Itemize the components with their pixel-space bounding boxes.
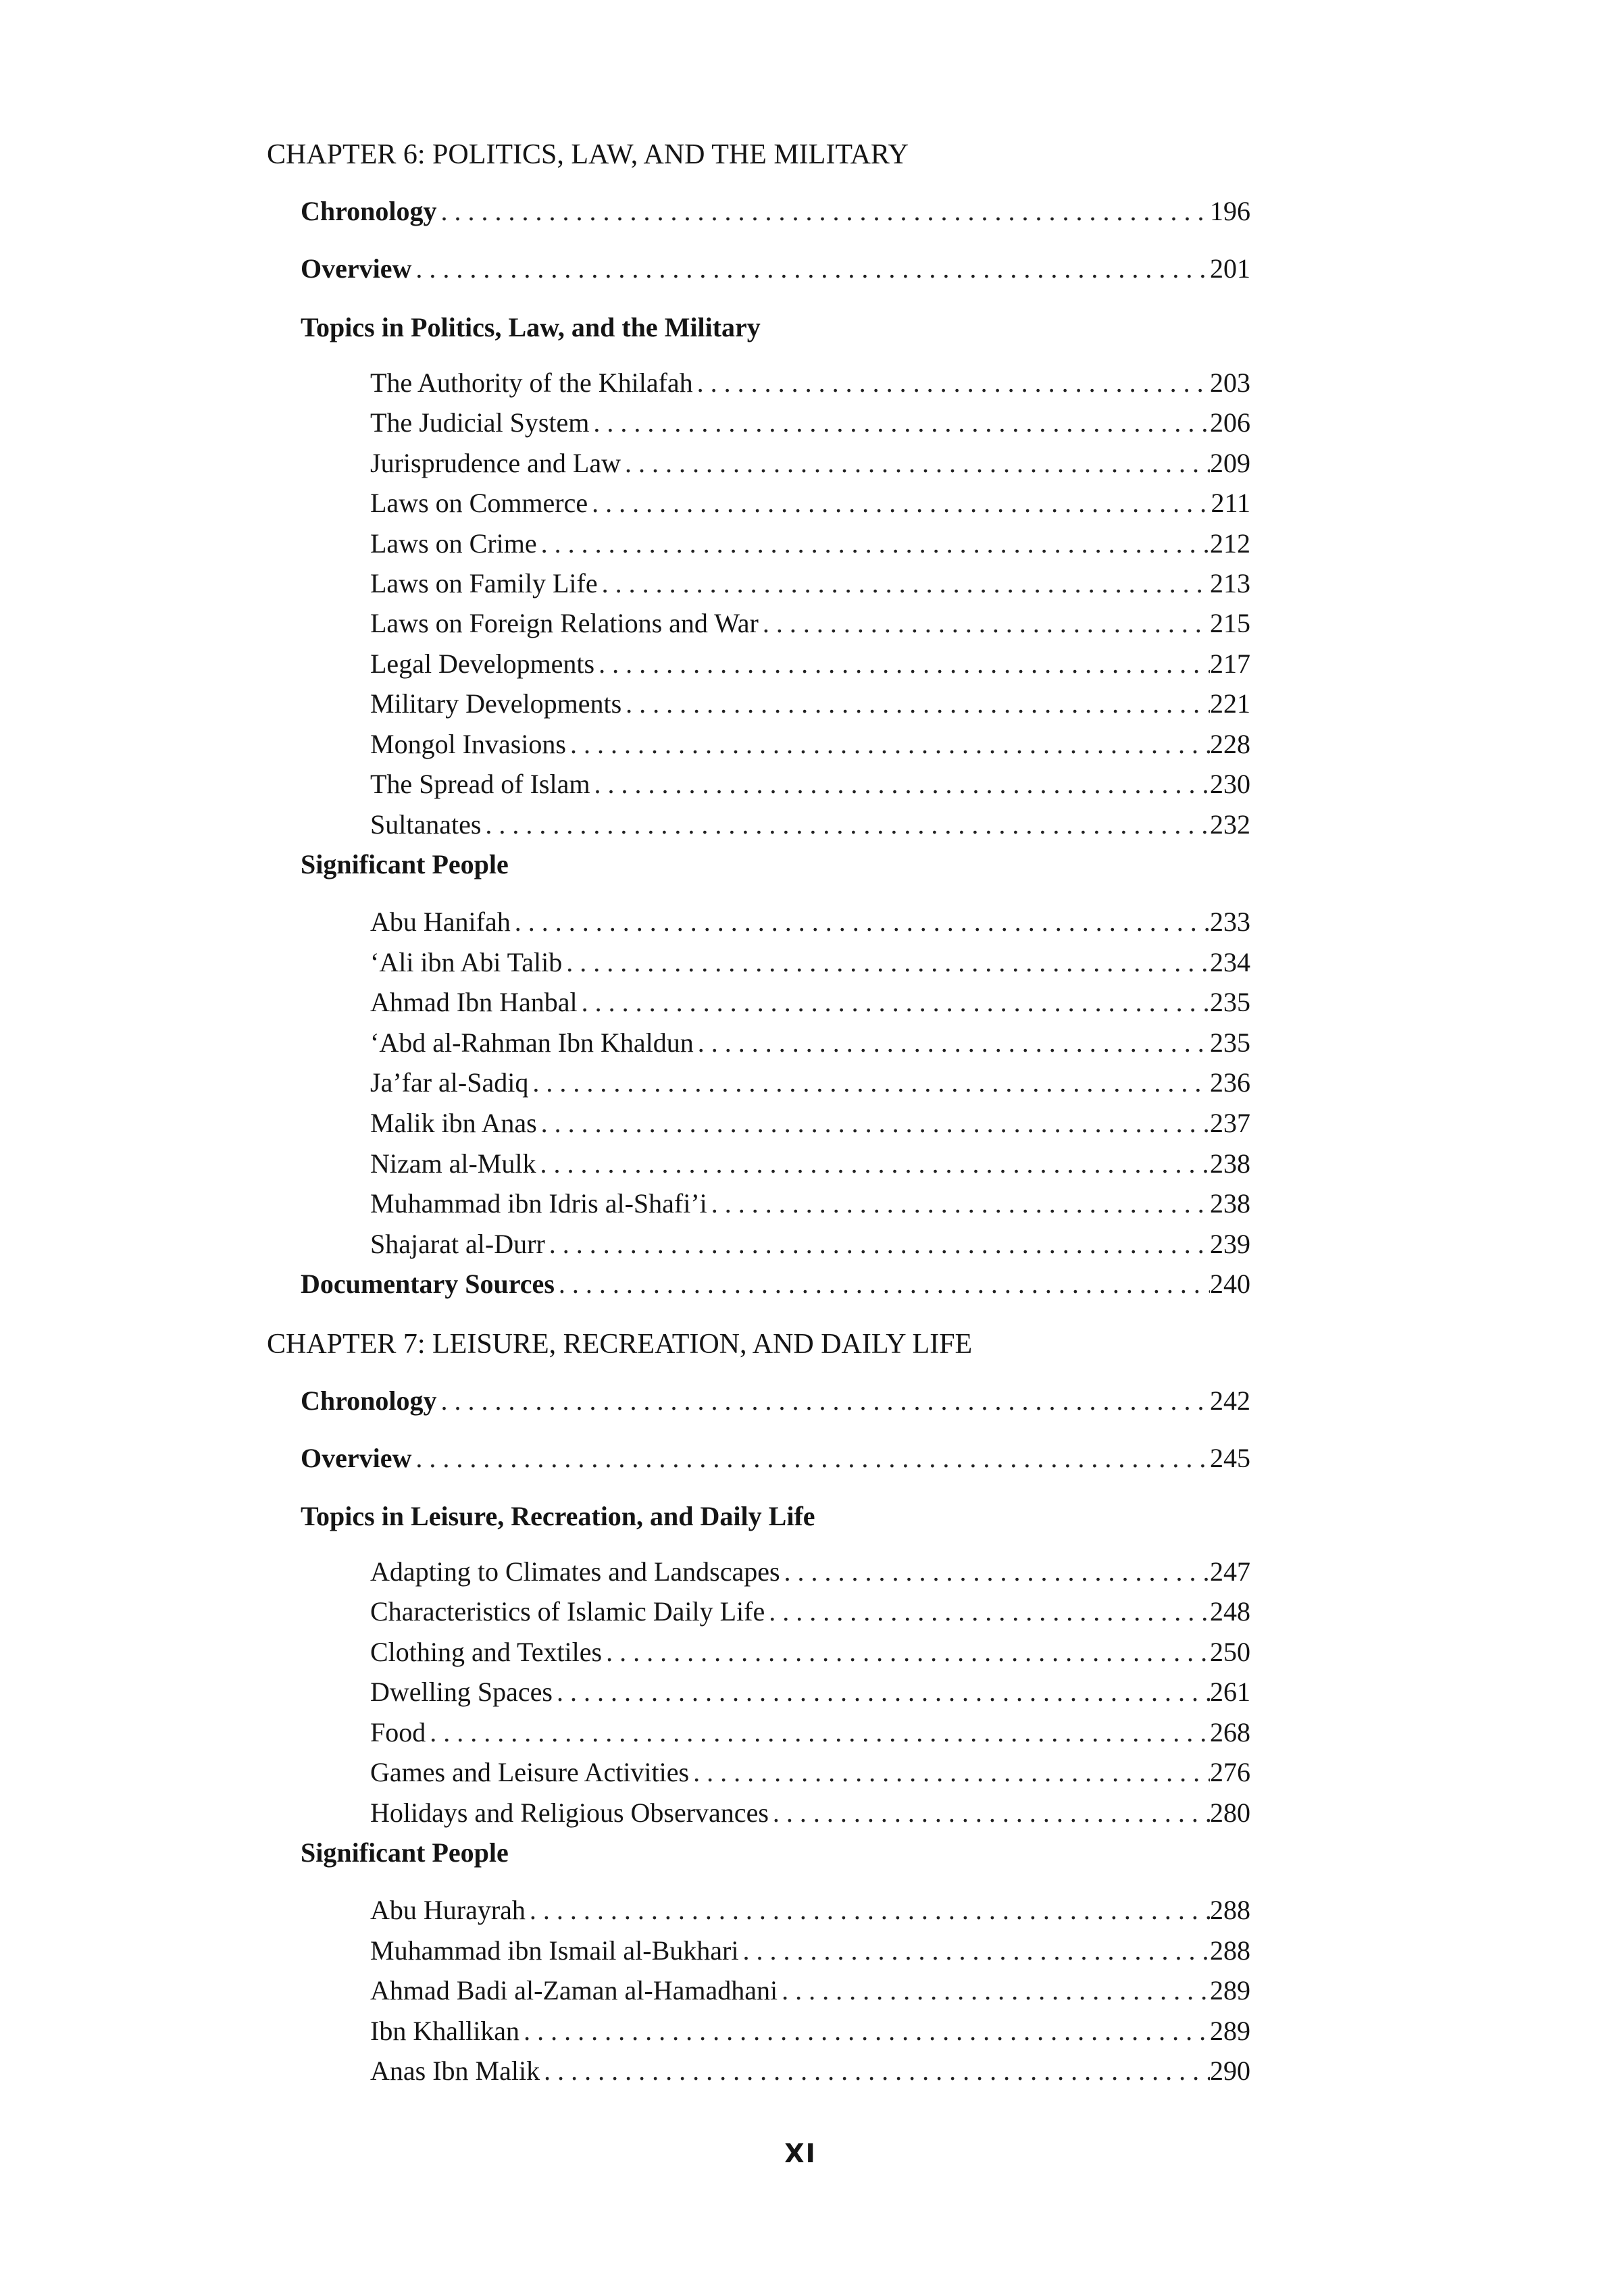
- dot-leader: [511, 902, 1210, 942]
- entry-page: 248: [1210, 1596, 1250, 1627]
- entry-page: 268: [1210, 1717, 1250, 1747]
- ch6-topics-heading: Topics in Politics, Law, and the Military: [301, 312, 761, 342]
- entry-page: 232: [1210, 809, 1250, 840]
- entry-label: Documentary Sources: [301, 1269, 555, 1299]
- entry-label: Food: [370, 1717, 426, 1747]
- entry-page: 235: [1210, 1027, 1250, 1058]
- entry-label: Jurisprudence and Law: [370, 448, 621, 478]
- entry-page: 289: [1210, 2016, 1250, 2046]
- entry-label: Chronology: [301, 196, 437, 226]
- entry-label: Ahmad Ibn Hanbal: [370, 987, 578, 1017]
- toc-entry[interactable]: [370, 563, 1250, 604]
- entry-label: The Judicial System: [370, 407, 590, 438]
- toc-entry[interactable]: [370, 1632, 1250, 1673]
- entry-page: 201: [1210, 253, 1250, 284]
- toc-entry[interactable]: [370, 1931, 1250, 1971]
- entry-label: Games and Leisure Activities: [370, 1757, 690, 1787]
- ch6-overview-entry[interactable]: [301, 249, 1250, 289]
- entry-label: Legal Developments: [370, 648, 595, 679]
- toc-entry[interactable]: [370, 982, 1250, 1023]
- entry-label: The Authority of the Khilafah: [370, 367, 693, 398]
- entry-page: 235: [1210, 987, 1250, 1017]
- dot-leader: [621, 684, 1210, 724]
- entry-page: 238: [1210, 1148, 1250, 1179]
- entry-page: 211: [1211, 488, 1250, 518]
- entry-page: 233: [1210, 907, 1250, 937]
- dot-leader: [536, 1144, 1211, 1184]
- entry-label: Holidays and Religious Observances: [370, 1797, 769, 1828]
- toc-entry[interactable]: [370, 1970, 1250, 2011]
- toc-entry[interactable]: [370, 1183, 1250, 1224]
- dot-leader: [537, 1103, 1210, 1144]
- ch7-overview-entry[interactable]: [301, 1438, 1250, 1479]
- chapter-6-title: CHAPTER 6: POLITICS, LAW, AND THE MILITARY: [267, 139, 909, 170]
- dot-leader: [411, 249, 1210, 289]
- entry-label: Muhammad ibn Ismail al-Bukhari: [370, 1935, 739, 1966]
- toc-entry[interactable]: [370, 1752, 1250, 1793]
- entry-label: Muhammad ibn Idris al-Shafi’i: [370, 1188, 707, 1219]
- entry-label: Mongol Invasions: [370, 729, 566, 759]
- ch7-people-heading: Significant People: [301, 1837, 509, 1868]
- dot-leader: [566, 724, 1210, 765]
- entry-page: 247: [1210, 1556, 1250, 1587]
- entry-label: Overview: [301, 253, 412, 284]
- ch7-topics-heading: Topics in Leisure, Recreation, and Daily Life: [301, 1501, 815, 1531]
- toc-entry[interactable]: [370, 2011, 1250, 2051]
- toc-entry[interactable]: [370, 1712, 1250, 1753]
- entry-page: 217: [1210, 648, 1250, 679]
- toc-entry[interactable]: [370, 403, 1250, 443]
- ch6-documentary-sources-entry[interactable]: [301, 1264, 1250, 1304]
- entry-label: Adapting to Climates and Landscapes: [370, 1556, 780, 1587]
- entry-label: Laws on Crime: [370, 528, 537, 559]
- entry-page: 206: [1210, 407, 1250, 438]
- dot-leader: [621, 443, 1210, 484]
- entry-label: Ahmad Badi al-Zaman al-Hamadhani: [370, 1975, 778, 2006]
- toc-entry[interactable]: [370, 1103, 1250, 1144]
- toc-entry[interactable]: [370, 1224, 1250, 1265]
- entry-label: Dwelling Spaces: [370, 1677, 553, 1707]
- entry-label: Clothing and Textiles: [370, 1637, 603, 1667]
- entry-label: ‘Ali ibn Abi Talib: [370, 947, 563, 977]
- ch6-chronology-entry[interactable]: [301, 191, 1250, 232]
- entry-page: 245: [1210, 1443, 1250, 1473]
- chapter-7-title: CHAPTER 7: LEISURE, RECREATION, AND DAILY LIFE: [267, 1329, 973, 1360]
- dot-leader: [769, 1793, 1210, 1833]
- dot-leader: [528, 1063, 1210, 1103]
- entry-page: 290: [1210, 2056, 1250, 2086]
- toc-entry[interactable]: [370, 1890, 1250, 1931]
- toc-entry[interactable]: [370, 1144, 1250, 1184]
- toc-entry[interactable]: [370, 524, 1250, 564]
- entry-page: 228: [1210, 729, 1250, 759]
- dot-leader: [689, 1752, 1210, 1793]
- toc-entry[interactable]: [370, 764, 1250, 805]
- ch6-people-heading: Significant People: [301, 849, 509, 879]
- entry-label: Nizam al-Mulk: [370, 1148, 536, 1179]
- dot-leader: [589, 403, 1210, 443]
- entry-page: 289: [1210, 1975, 1250, 2006]
- entry-page: 239: [1210, 1229, 1250, 1259]
- entry-page: 209: [1210, 448, 1250, 478]
- entry-label: Laws on Family Life: [370, 568, 598, 598]
- dot-leader: [545, 1224, 1210, 1265]
- entry-label: ‘Abd al-Rahman Ibn Khaldun: [370, 1027, 694, 1058]
- toc-entry[interactable]: [370, 1023, 1250, 1063]
- entry-label: Sultanates: [370, 809, 482, 840]
- dot-leader: [562, 942, 1210, 983]
- dot-leader: [780, 1552, 1210, 1592]
- dot-leader: [426, 1712, 1210, 1753]
- dot-leader: [481, 805, 1210, 845]
- toc-entry[interactable]: [370, 1672, 1250, 1712]
- toc-entry[interactable]: [370, 902, 1250, 942]
- entry-page: 280: [1210, 1797, 1250, 1828]
- toc-entry[interactable]: [370, 1793, 1250, 1833]
- entry-page: 203: [1210, 367, 1250, 398]
- toc-entry[interactable]: [370, 1063, 1250, 1103]
- toc-entry[interactable]: [370, 1591, 1250, 1632]
- toc-entry[interactable]: [370, 1552, 1250, 1592]
- dot-leader: [590, 764, 1210, 805]
- dot-leader: [537, 524, 1210, 564]
- ch7-chronology-entry[interactable]: [301, 1381, 1250, 1421]
- dot-leader: [765, 1591, 1210, 1632]
- page-number: XI: [784, 2139, 817, 2168]
- entry-label: Anas Ibn Malik: [370, 2056, 540, 2086]
- toc-entry[interactable]: [370, 942, 1250, 983]
- dot-leader: [778, 1970, 1210, 2011]
- dot-leader: [707, 1183, 1210, 1224]
- entry-label: Ibn Khallikan: [370, 2016, 520, 2046]
- entry-page: 196: [1210, 196, 1250, 226]
- entry-label: Abu Hurayrah: [370, 1895, 526, 1925]
- entry-label: Laws on Foreign Relations and War: [370, 608, 759, 638]
- dot-leader: [588, 483, 1211, 524]
- entry-page: 238: [1210, 1188, 1250, 1219]
- entry-page: 288: [1210, 1935, 1250, 1966]
- toc-entry[interactable]: [370, 724, 1250, 765]
- entry-label: Malik ibn Anas: [370, 1108, 537, 1138]
- dot-leader: [437, 191, 1210, 232]
- entry-page: 215: [1210, 608, 1250, 638]
- dot-leader: [437, 1381, 1210, 1421]
- dot-leader: [602, 1632, 1210, 1673]
- dot-leader: [694, 1023, 1210, 1063]
- dot-leader: [598, 563, 1210, 604]
- toc-entry[interactable]: [370, 443, 1250, 484]
- dot-leader: [693, 363, 1210, 403]
- toc-entry[interactable]: [370, 644, 1250, 684]
- dot-leader: [759, 603, 1210, 644]
- toc-entry[interactable]: [370, 363, 1250, 403]
- entry-page: 237: [1210, 1108, 1250, 1138]
- entry-page: 250: [1210, 1637, 1250, 1667]
- entry-page: 276: [1210, 1757, 1250, 1787]
- dot-leader: [411, 1438, 1210, 1479]
- dot-leader: [540, 2051, 1210, 2091]
- entry-page: 240: [1210, 1269, 1250, 1299]
- entry-label: Overview: [301, 1443, 412, 1473]
- entry-label: Shajarat al-Durr: [370, 1229, 545, 1259]
- entry-label: Military Developments: [370, 688, 622, 719]
- entry-label: Abu Hanifah: [370, 907, 511, 937]
- dot-leader: [738, 1931, 1210, 1971]
- entry-page: 221: [1210, 688, 1250, 719]
- entry-page: 213: [1210, 568, 1250, 598]
- entry-label: Chronology: [301, 1385, 437, 1416]
- entry-label: Ja’far al-Sadiq: [370, 1067, 529, 1098]
- toc-entry[interactable]: [370, 2051, 1250, 2091]
- entry-page: 236: [1210, 1067, 1250, 1098]
- entry-page: 230: [1210, 769, 1250, 799]
- toc-entry[interactable]: [370, 603, 1250, 644]
- entry-page: 212: [1210, 528, 1250, 559]
- entry-label: Laws on Commerce: [370, 488, 588, 518]
- toc-entry[interactable]: [370, 483, 1250, 524]
- toc-entry[interactable]: [370, 805, 1250, 845]
- entry-label: Characteristics of Islamic Daily Life: [370, 1596, 765, 1627]
- dot-leader: [578, 982, 1210, 1023]
- entry-page: 261: [1210, 1677, 1250, 1707]
- entry-page: 242: [1210, 1385, 1250, 1416]
- entry-page: 288: [1210, 1895, 1250, 1925]
- dot-leader: [519, 2011, 1210, 2051]
- toc-entry[interactable]: [370, 684, 1250, 724]
- dot-leader: [594, 644, 1210, 684]
- dot-leader: [555, 1264, 1210, 1304]
- dot-leader: [526, 1890, 1210, 1931]
- entry-page: 234: [1210, 947, 1250, 977]
- dot-leader: [553, 1672, 1210, 1712]
- entry-label: The Spread of Islam: [370, 769, 590, 799]
